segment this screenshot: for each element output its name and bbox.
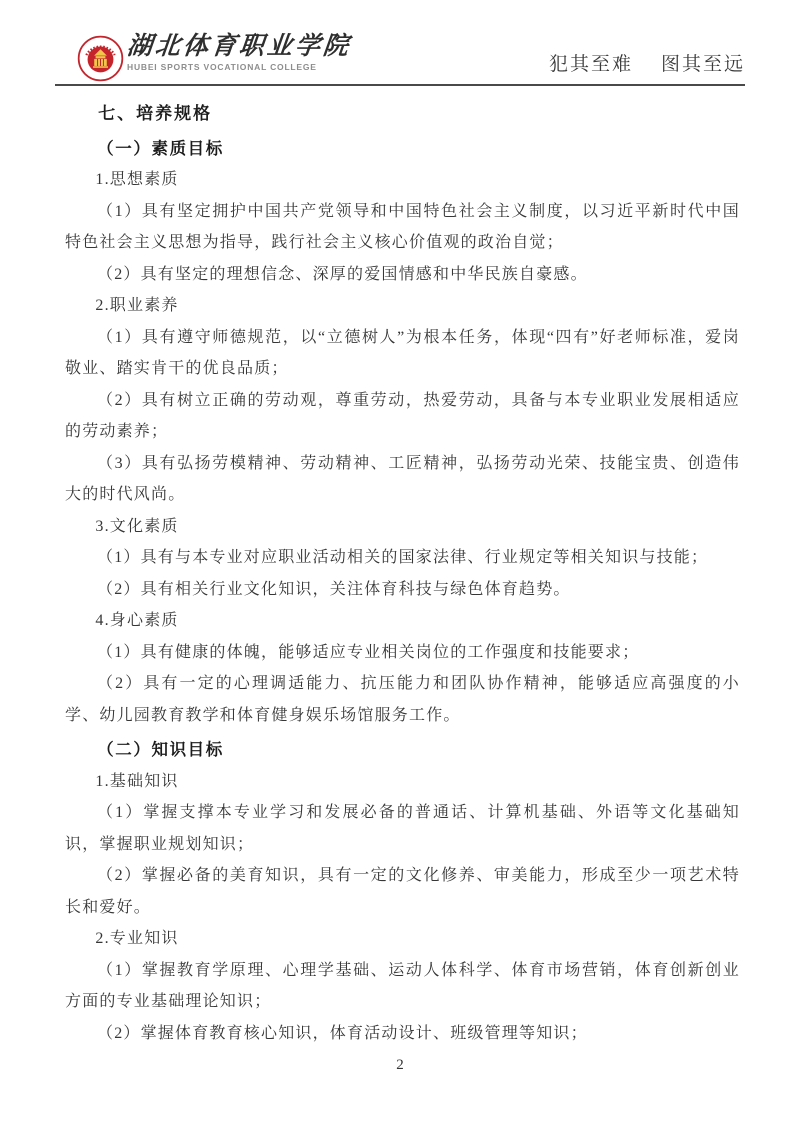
paragraph: （2）掌握必备的美育知识，具有一定的文化修养、审美能力，形成至少一项艺术特长和爱好。 (65, 867, 740, 916)
chapter-heading: 七、培养规格 (98, 104, 213, 123)
paragraph: （1）掌握教育学原理、心理学基础、运动人体科学、体育市场营销，体育创新创业方面的专业基础理论知识； (65, 961, 740, 1010)
sub-heading: 1.基础知识 (95, 772, 179, 790)
college-name-en: HUBEI SPORTS VOCATIONAL COLLEGE (127, 62, 317, 72)
paragraph: （1）掌握支撑本专业学习和发展必备的普通话、计算机基础、外语等文化基础知识，掌握职业规划知识； (65, 804, 740, 853)
slogan-right: 图其至远 (660, 54, 745, 75)
paragraph: （2）具有一定的心理调适能力、抗压能力和团队协作精神，能够适应高强度的小学、幼儿园教育教学和体育健身娱乐场馆服务工作。 (65, 675, 740, 724)
paragraph: （2）具有坚定的理想信念、深厚的爱国情感和中华民族自豪感。 (97, 265, 588, 283)
header-slogan (549, 49, 745, 76)
paragraph: （1）具有与本专业对应职业活动相关的国家法律、行业规定等相关知识与技能； (97, 549, 709, 566)
sub-heading: 2.职业素养 (95, 297, 179, 314)
sub-heading: 2.专业知识 (95, 930, 179, 947)
paragraph: （2）具有相关行业文化知识，关注体育科技与绿色体育趋势。 (97, 580, 571, 598)
document-body (0, 86, 800, 1049)
college-name-zh: 湖北体育职业学院 (125, 33, 353, 60)
sub-heading: 4.身心素质 (95, 612, 179, 629)
sub-heading: 3.文化素质 (95, 517, 179, 535)
page-number: 2 (396, 1057, 404, 1073)
section-heading: （一）素质目标 (97, 138, 224, 158)
college-emblem-icon (77, 35, 124, 82)
sub-heading: 1.思想素质 (95, 171, 179, 188)
paragraph: （1）具有坚定拥护中国共产党领导和中国特色社会主义制度，以习近平新时代中国特色社会主义思想为指导，践行社会主义核心价值观的政治自觉； (65, 202, 740, 251)
paragraph: （1）具有遵守师德规范，以“立德树人”为根本任务，体现“四有”好老师标准，爱岗敬业、踏实肯干的优良品质； (65, 328, 740, 377)
paragraph: （1）具有健康的体魄，能够适应专业相关岗位的工作强度和技能要求； (97, 643, 640, 661)
slogan-left: 犯其至难 (548, 54, 633, 75)
paragraph: （2）具有树立正确的劳动观，尊重劳动，热爱劳动，具备与本专业职业发展相适应的劳动素养； (65, 391, 740, 440)
paragraph: （2）掌握体育教育核心知识，体育活动设计、班级管理等知识； (97, 1024, 588, 1042)
section-heading: （二）知识目标 (97, 740, 224, 759)
page-header (55, 0, 745, 86)
paragraph: （3）具有弘扬劳模精神、劳动精神、工匠精神，弘扬劳动光荣、技能宝贵、创造伟大的时代风尚。 (65, 454, 740, 503)
college-brand (127, 33, 351, 72)
